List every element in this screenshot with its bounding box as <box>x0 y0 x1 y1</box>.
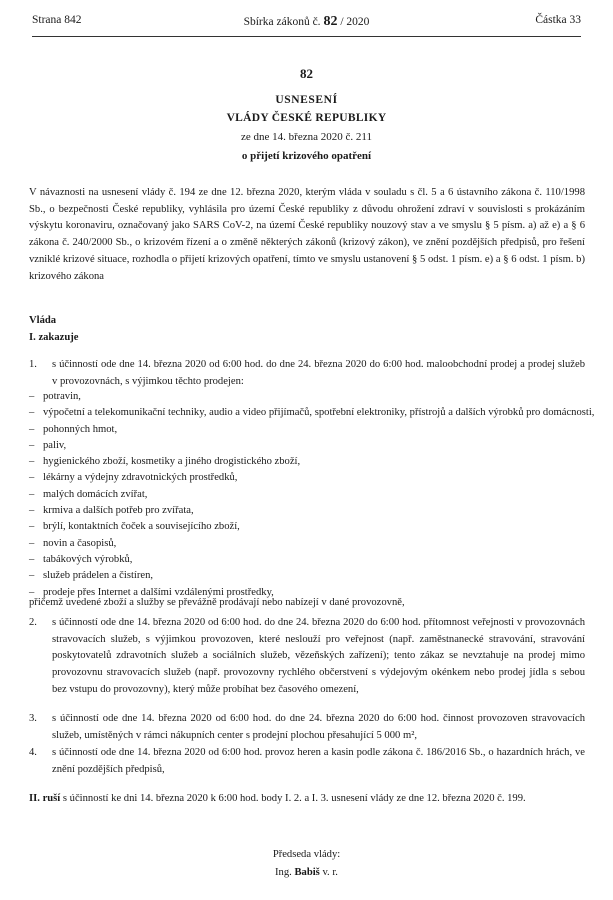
exception-list <box>29 389 597 601</box>
item-text: s účinností ode dne 14. března 2020 od 6:00 hod. do dne 24. března 2020 do 6:00 hod. přítomnost veřejnosti v provozovnách stravovacích služeb, s výjimkou provozoven, které neslouží pro veřejnost (např. zaměstnanecké stravování, stravování poskytovatelů zdravotních služeb a sociálních služeb, vězeňských zařízení); tento zákaz se nevztahuje na prodej mimo provozovnu stravovacích služeb (např. provozovny rychlého občerstvení s výdejovým okénkem nebo prodej jídla s sebou bez vstupu do provozovny), který může probíhat bez časového omezení, <box>52 617 585 695</box>
collection-prefix: Sbírka zákonů č. <box>243 16 321 28</box>
part-one-verb: zakazuje <box>38 332 79 343</box>
document-subject: o přijetí krizového opatření <box>241 150 372 162</box>
part-one-heading <box>29 330 585 347</box>
issuing-body: VLÁDY ČESKÉ REPUBLIKY <box>226 112 387 124</box>
list-item: – malých domácích zvířat, <box>29 488 148 500</box>
section-heading: Vláda <box>29 315 57 326</box>
list-item: – tabákových výrobků, <box>29 553 133 565</box>
list-item: – hygienického zboží, kosmetiky a jiného drogistického zboží, <box>29 456 301 468</box>
list-item: – potravin, <box>29 391 81 402</box>
item-number: 2. <box>29 617 37 628</box>
page-number: Strana 842 <box>32 14 82 26</box>
issue-part: Částka 33 <box>535 14 581 26</box>
part-two-text: s účinností ke dni 14. března 2020 k 6:00 hod. body I. 2. a I. 3. usnesení vlády ze dne 12. března 2020 č. 199. <box>62 793 526 804</box>
collection-year: / 2020 <box>340 16 370 28</box>
collection-number: 82 <box>323 14 338 29</box>
list-item: – paliv, <box>29 439 67 451</box>
part-two <box>29 791 585 808</box>
signatory-surname: Babiš <box>294 867 320 878</box>
list-item: – novin a časopisů, <box>29 537 117 549</box>
list-item: – služeb prádelen a čistíren, <box>29 570 154 582</box>
part-two-label: II. <box>29 793 40 804</box>
item-1-closing: přičemž uvedené zboží a služby se převážně prodávají nebo nabízejí v dané provozovně, <box>29 597 405 608</box>
item-number: 3. <box>29 713 37 724</box>
item-text: s účinností ode dne 14. března 2020 od 6:00 hod. do dne 24. března 2020 do 6:00 hod. činnost provozoven stravovacích služeb, umístěných v rámci nákupních center s prodejní plochou přesahující 5 000 m², <box>52 713 585 741</box>
intro-paragraph: V návaznosti na usnesení vlády č. 194 ze dne 12. března 2020, kterým vláda v souladu s čl. 5 a 6 ústavního zákona č. 110/1998 Sb., o bezpečnosti České republiky, vyhlásila pro území České republiky z důvodu ohrožení zdraví v souvislosti s prokázáním výskytu koronaviru, označovaný jako SARS CoV-2, na území České republiky nouzový stav a ve smyslu § 5 písm. a) až e) a § 6 zákona č. 240/2000 Sb., o krizovém řízení a o změně některých zákonů (krizový zákon), ve znění pozdějších předpisů, pro řešení vzniklé krizové situace, rozhodla o přijetí krizových opatření, tímto ve smyslu ustanovení § 5 odst. 1 písm. e) a § 6 odst. 1 písm. b) krizového zákona <box>29 187 585 282</box>
signature-suffix: v. r. <box>322 867 338 878</box>
document-number: 82 <box>300 66 313 81</box>
page-header <box>32 14 581 32</box>
document-date: ze dne 14. března 2020 č. 211 <box>241 131 372 143</box>
collection-reference <box>32 14 581 30</box>
list-item: – lékárny a výdejny zdravotnických prostředků, <box>29 472 238 484</box>
signature-role: Předseda vlády: <box>272 849 341 860</box>
list-item: – pohonných hmot, <box>29 423 118 435</box>
item-text: s účinností ode dne 14. března 2020 od 6:00 hod. provoz heren a kasin podle zákona č. 186/2016 Sb., o hazardních hrách, ve znění pozdějších předpisů, <box>52 747 585 775</box>
header-divider <box>32 36 581 37</box>
part-one-label: I. <box>29 332 36 343</box>
list-item: – krmiva a dalších potřeb pro zvířata, <box>29 505 194 517</box>
item-number: 4. <box>29 747 37 758</box>
item-text: s účinností ode dne 14. března 2020 od 6:00 hod. do dne 24. března 2020 do 6:00 hod. maloobchodní prodej a prodej služeb v provozovnách, s výjimkou těchto prodejen: <box>52 359 585 387</box>
list-item: – prodeje přes Internet a dalšími vzdálenými prostředky, <box>29 586 274 598</box>
signature-title: Ing. <box>275 867 292 878</box>
part-two-verb: ruší <box>42 793 61 804</box>
list-item: – výpočetní a telekomunikační techniky, audio a video přijímačů, spotřební elektroniky, přístrojů a dalších výrobků pro domácnosti, <box>29 407 595 419</box>
item-number: 1. <box>29 359 37 370</box>
list-item: – brýlí, kontaktních čoček a souvisejícího zboží, <box>29 521 240 533</box>
signature-name <box>0 867 613 878</box>
document-title: USNESENÍ <box>275 94 338 106</box>
